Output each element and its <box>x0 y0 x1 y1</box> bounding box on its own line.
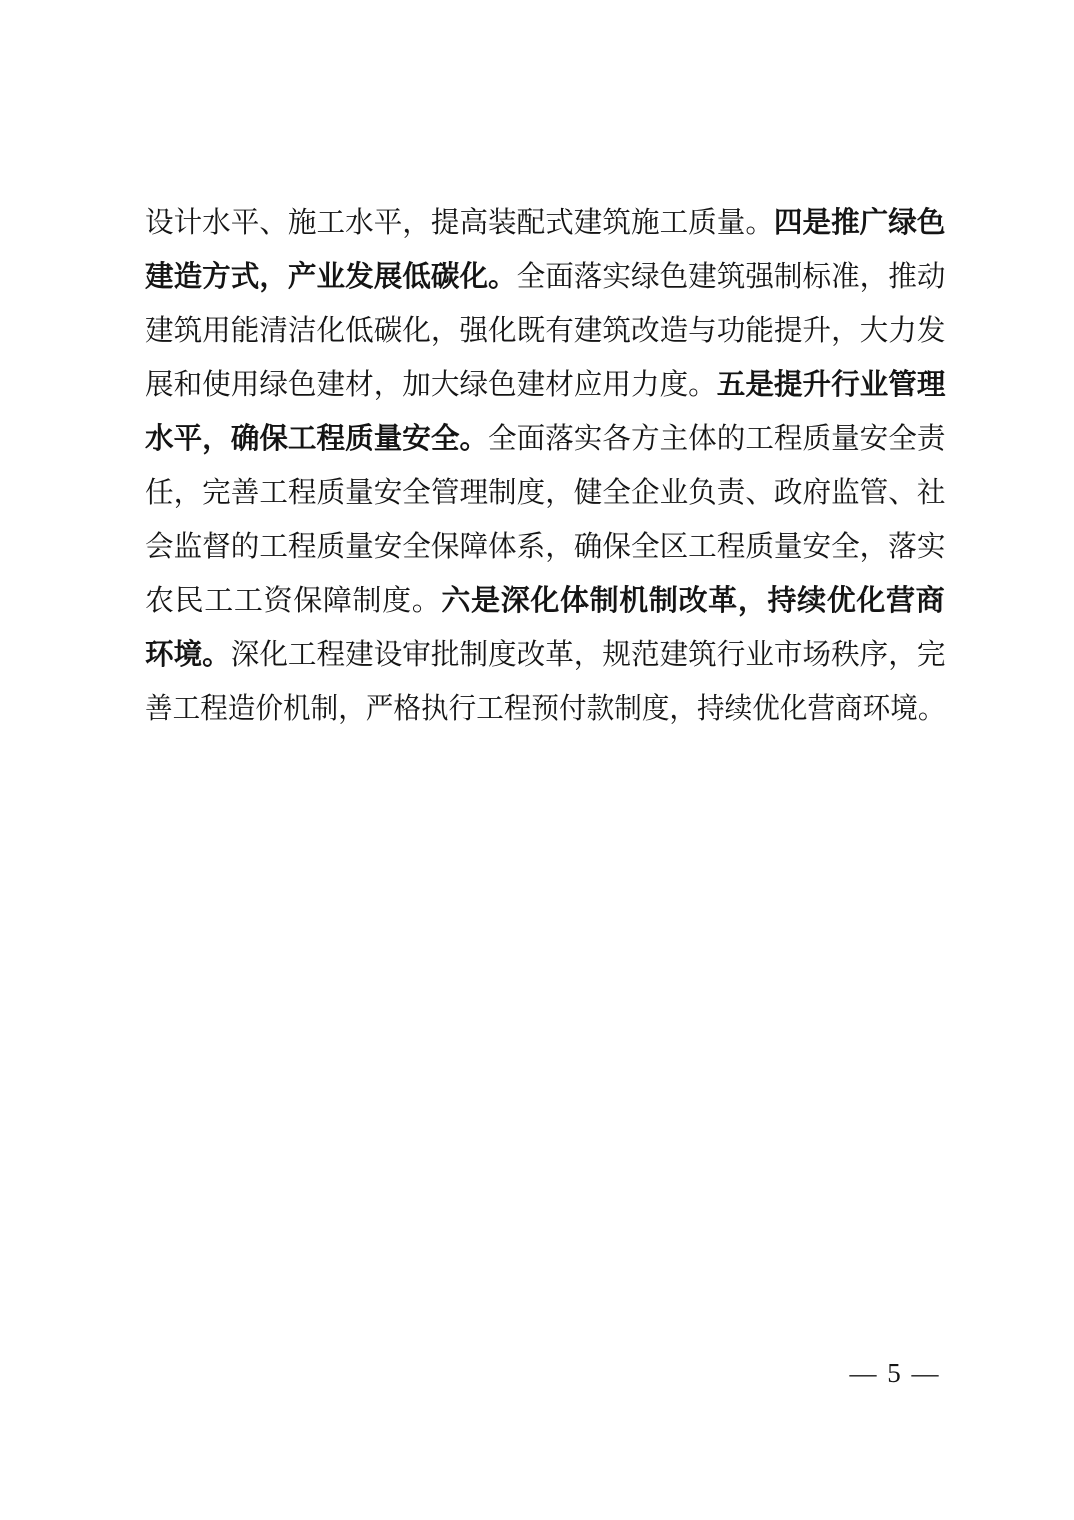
char: 工 <box>688 531 717 563</box>
char: ， <box>430 315 460 347</box>
char: 加 <box>402 369 431 401</box>
bold-char: 建 <box>145 261 174 293</box>
char: ， <box>338 693 366 725</box>
char: 各 <box>602 423 631 455</box>
char: 平 <box>230 207 260 239</box>
char: 机 <box>283 693 311 725</box>
char: 建 <box>516 369 546 401</box>
char: 款 <box>586 693 615 725</box>
char: 健 <box>573 477 603 509</box>
char: 工 <box>204 585 234 617</box>
char: 营 <box>807 693 836 725</box>
bold-char: 商 <box>915 585 945 617</box>
char: 材 <box>345 369 374 401</box>
char: 能 <box>745 315 774 347</box>
char: 的 <box>230 531 260 563</box>
text-line <box>145 304 946 358</box>
bold-char: 理 <box>916 369 946 401</box>
char: 、 <box>888 477 917 509</box>
bold-char: 机 <box>619 585 649 617</box>
bold-char: 六 <box>441 585 471 617</box>
char: 程 <box>716 531 746 563</box>
char: 管 <box>430 477 460 509</box>
char: 工 <box>233 585 263 617</box>
char: 规 <box>602 639 631 671</box>
char: 理 <box>459 477 489 509</box>
char: 落 <box>545 423 574 455</box>
char: 、 <box>259 207 288 239</box>
char: 绿 <box>459 369 489 401</box>
char: 制 <box>614 693 642 725</box>
bold-char: 优 <box>826 585 856 617</box>
char: 大 <box>859 315 889 347</box>
char: 全 <box>516 261 546 293</box>
char: 善 <box>145 693 173 725</box>
char: 色 <box>659 261 689 293</box>
bold-char: 提 <box>773 369 803 401</box>
char: 质 <box>802 423 832 455</box>
char: 质 <box>745 531 774 563</box>
bold-char: 。 <box>202 639 231 671</box>
bold-char: 五 <box>716 369 746 401</box>
char: 保 <box>430 531 460 563</box>
char: 建 <box>316 369 346 401</box>
char: 配 <box>516 207 546 239</box>
char: 量 <box>831 423 860 455</box>
char: 量 <box>345 531 374 563</box>
char: 管 <box>859 477 889 509</box>
bold-char: 平 <box>173 423 203 455</box>
body-text <box>145 196 945 736</box>
char: 建 <box>145 315 174 347</box>
char: 化 <box>316 315 346 347</box>
char: 优 <box>752 693 780 725</box>
char: 设 <box>373 639 403 671</box>
char: ， <box>573 639 603 671</box>
char: 落 <box>573 261 603 293</box>
char: 市 <box>773 639 803 671</box>
char: 准 <box>831 261 860 293</box>
char: 建 <box>573 315 603 347</box>
char: 格 <box>393 693 422 725</box>
bold-char: 低 <box>402 261 431 293</box>
char: ， <box>173 477 203 509</box>
char: 质 <box>688 207 717 239</box>
char: 计 <box>173 207 203 239</box>
char: 应 <box>573 369 603 401</box>
char: 全 <box>888 423 917 455</box>
text-line <box>145 358 946 412</box>
char: 程 <box>316 639 346 671</box>
bold-char: 安 <box>402 423 431 455</box>
char: 材 <box>545 369 574 401</box>
char: 工 <box>259 477 288 509</box>
bold-char: 产 <box>287 261 317 293</box>
char: 会 <box>145 531 174 563</box>
char: 制 <box>488 477 517 509</box>
char: 区 <box>659 531 689 563</box>
char: 全 <box>488 423 517 455</box>
bold-char: 量 <box>373 423 403 455</box>
text-line <box>145 196 946 250</box>
char: 化 <box>259 639 288 671</box>
bold-char: 续 <box>797 585 827 617</box>
char: 质 <box>316 477 346 509</box>
char: 全 <box>602 477 631 509</box>
char: 持 <box>697 693 725 725</box>
char: 提 <box>430 207 460 239</box>
char: 督 <box>202 531 231 563</box>
bold-char: 展 <box>373 261 403 293</box>
bold-char: 。 <box>459 423 489 455</box>
text-line <box>145 574 945 628</box>
text-line <box>145 628 946 682</box>
char: 绿 <box>259 369 288 401</box>
char: 工 <box>259 531 288 563</box>
char: 色 <box>488 369 517 401</box>
char: 场 <box>802 639 832 671</box>
char: 造 <box>227 693 256 725</box>
char: 化 <box>779 693 808 725</box>
char: 革 <box>545 639 574 671</box>
char: 化 <box>488 315 517 347</box>
bold-char: 。 <box>488 261 517 293</box>
bold-char: 是 <box>471 585 501 617</box>
char: 付 <box>559 693 587 725</box>
char: 低 <box>345 315 374 347</box>
char: 工 <box>172 693 201 725</box>
char: 能 <box>230 315 260 347</box>
char: 强 <box>459 315 489 347</box>
char: 既 <box>516 315 546 347</box>
char: 有 <box>545 315 574 347</box>
char: 式 <box>545 207 574 239</box>
bold-char: 程 <box>316 423 346 455</box>
bold-char: 推 <box>831 207 860 239</box>
char: 筑 <box>716 261 746 293</box>
char: 安 <box>373 477 403 509</box>
char: ， <box>545 477 574 509</box>
bold-char: 升 <box>802 369 832 401</box>
char: 。 <box>688 369 717 401</box>
char: 量 <box>345 477 374 509</box>
bold-char: 制 <box>648 585 678 617</box>
char: 、 <box>745 477 774 509</box>
char: ， <box>373 369 403 401</box>
char: ， <box>402 207 431 239</box>
char: ， <box>859 261 889 293</box>
bold-char: 发 <box>345 261 374 293</box>
char: 审 <box>402 639 431 671</box>
char: 制 <box>310 693 339 725</box>
char: 制 <box>773 261 803 293</box>
char: 度 <box>382 585 412 617</box>
char: 实 <box>602 261 631 293</box>
bold-char: 化 <box>530 585 560 617</box>
bold-char: ， <box>202 423 231 455</box>
char: 方 <box>630 423 660 455</box>
char: 程 <box>287 531 317 563</box>
char: 确 <box>573 531 603 563</box>
char: 升 <box>802 315 832 347</box>
char: 度 <box>516 477 546 509</box>
bold-char: 四 <box>773 207 803 239</box>
char: 筑 <box>688 639 717 671</box>
char: 执 <box>421 693 449 725</box>
char: 提 <box>773 315 803 347</box>
bold-char: 碳 <box>430 261 460 293</box>
char: 体 <box>488 531 517 563</box>
char: 化 <box>402 315 431 347</box>
char: 障 <box>322 585 352 617</box>
char: 度 <box>659 369 689 401</box>
char: 洁 <box>287 315 317 347</box>
char: 系 <box>516 531 546 563</box>
char: 善 <box>230 477 260 509</box>
char: 安 <box>859 423 889 455</box>
char: 程 <box>200 693 228 725</box>
bold-char: 是 <box>802 207 832 239</box>
char: 筑 <box>173 315 203 347</box>
bold-char: 绿 <box>888 207 917 239</box>
text-line <box>145 466 946 520</box>
char: 清 <box>259 315 288 347</box>
bold-char: 全 <box>430 423 460 455</box>
char: 全 <box>402 477 431 509</box>
bold-char: 保 <box>259 423 288 455</box>
bold-char: 改 <box>678 585 708 617</box>
bold-char: ， <box>737 585 767 617</box>
char: 完 <box>916 639 946 671</box>
bold-char: 体 <box>559 585 589 617</box>
char: 工 <box>316 207 346 239</box>
char: 量 <box>716 207 746 239</box>
bold-char: 管 <box>888 369 917 401</box>
char: 严 <box>365 693 394 725</box>
bold-char: 环 <box>145 639 174 671</box>
bold-char: 业 <box>316 261 346 293</box>
char: 改 <box>516 639 546 671</box>
char: 全 <box>630 531 660 563</box>
char: 水 <box>345 207 374 239</box>
char: 色 <box>287 369 317 401</box>
text-line <box>145 250 946 304</box>
char: 预 <box>531 693 560 725</box>
char: 秩 <box>831 639 860 671</box>
char: 境 <box>890 693 918 725</box>
char: 行 <box>448 693 477 725</box>
char: 度 <box>488 639 517 671</box>
char: 工 <box>659 207 689 239</box>
char: 农 <box>145 585 175 617</box>
char: 商 <box>835 693 863 725</box>
char: 用 <box>602 369 631 401</box>
text-line <box>145 412 946 466</box>
char: 任 <box>145 477 174 509</box>
char: 展 <box>145 369 174 401</box>
char: 工 <box>745 423 774 455</box>
bold-char: 行 <box>831 369 860 401</box>
char: 推 <box>888 261 917 293</box>
char: 碳 <box>373 315 403 347</box>
char: 程 <box>287 477 317 509</box>
char: 标 <box>802 261 832 293</box>
char: 政 <box>773 477 803 509</box>
char: 落 <box>888 531 917 563</box>
bold-char: 方 <box>202 261 231 293</box>
char: 动 <box>916 261 946 293</box>
char: 实 <box>916 531 946 563</box>
char: 平 <box>373 207 403 239</box>
char: 与 <box>688 315 717 347</box>
char: 用 <box>230 369 260 401</box>
bold-char: ， <box>259 261 288 293</box>
char: 资 <box>263 585 293 617</box>
char: 全 <box>402 531 431 563</box>
char: 环 <box>862 693 891 725</box>
char: 建 <box>659 639 689 671</box>
char: 序 <box>859 639 889 671</box>
bold-char: 制 <box>589 585 619 617</box>
char: 全 <box>831 531 860 563</box>
char: 保 <box>293 585 323 617</box>
char: 民 <box>174 585 204 617</box>
bold-char: 质 <box>345 423 374 455</box>
char: 行 <box>716 639 746 671</box>
char: 施 <box>287 207 317 239</box>
char: 负 <box>688 477 717 509</box>
char: 责 <box>716 477 746 509</box>
text-line <box>145 520 946 574</box>
char: 责 <box>916 423 946 455</box>
bold-char: 业 <box>859 369 889 401</box>
char: ， <box>669 693 698 725</box>
bold-char: 化 <box>459 261 489 293</box>
char: 完 <box>202 477 231 509</box>
char: 绿 <box>630 261 660 293</box>
char: 范 <box>630 639 660 671</box>
bold-char: 水 <box>145 423 174 455</box>
char: 建 <box>688 261 717 293</box>
char: ， <box>545 531 574 563</box>
char: 监 <box>831 477 860 509</box>
bold-char: 持 <box>767 585 797 617</box>
char: 续 <box>724 693 753 725</box>
char: 工 <box>287 639 317 671</box>
bold-char: 式 <box>230 261 260 293</box>
char: 面 <box>516 423 546 455</box>
bold-char: 化 <box>856 585 886 617</box>
bold-char: 境 <box>173 639 203 671</box>
char: 和 <box>173 369 203 401</box>
char: 力 <box>630 369 660 401</box>
char: 。 <box>745 207 774 239</box>
bold-char: 营 <box>886 585 916 617</box>
char: 使 <box>202 369 231 401</box>
char: 工 <box>476 693 504 725</box>
char: 建 <box>573 207 603 239</box>
char: 价 <box>255 693 284 725</box>
bold-char: 造 <box>173 261 203 293</box>
char: 建 <box>345 639 374 671</box>
page-number: — 5 — <box>849 1358 941 1388</box>
char: 安 <box>373 531 403 563</box>
char: 的 <box>716 423 746 455</box>
char: 功 <box>716 315 746 347</box>
char: 保 <box>602 531 631 563</box>
char: 用 <box>202 315 231 347</box>
bold-char: 广 <box>859 207 889 239</box>
char: 社 <box>916 477 946 509</box>
char: 监 <box>173 531 203 563</box>
char: 筑 <box>602 315 631 347</box>
char: 府 <box>802 477 832 509</box>
char: 实 <box>573 423 603 455</box>
char: 深 <box>230 639 260 671</box>
char: 程 <box>773 423 803 455</box>
bold-char: 深 <box>500 585 530 617</box>
char: 障 <box>459 531 489 563</box>
char: 强 <box>745 261 774 293</box>
char: 质 <box>316 531 346 563</box>
bold-char: 确 <box>230 423 260 455</box>
char: 批 <box>430 639 460 671</box>
char: 面 <box>545 261 574 293</box>
char: 设 <box>145 207 174 239</box>
char: 发 <box>916 315 946 347</box>
bold-char: 是 <box>745 369 774 401</box>
bold-char: 工 <box>287 423 317 455</box>
char: ， <box>888 639 917 671</box>
char: 。 <box>411 585 441 617</box>
char: 水 <box>202 207 231 239</box>
bold-char: 革 <box>708 585 738 617</box>
char: 企 <box>630 477 660 509</box>
char: 。 <box>917 693 946 725</box>
char: 体 <box>688 423 717 455</box>
page-footer <box>830 1352 960 1394</box>
char: ， <box>831 315 860 347</box>
char: ， <box>859 531 889 563</box>
char: 主 <box>659 423 689 455</box>
char: 程 <box>503 693 532 725</box>
char: 筑 <box>602 207 631 239</box>
char: 量 <box>773 531 803 563</box>
text-line <box>145 682 946 736</box>
char: 改 <box>630 315 660 347</box>
char: 安 <box>802 531 832 563</box>
char: 高 <box>459 207 489 239</box>
char: 制 <box>459 639 489 671</box>
char: 力 <box>888 315 917 347</box>
char: 度 <box>641 693 670 725</box>
char: 业 <box>745 639 774 671</box>
char: 施 <box>630 207 660 239</box>
char: 制 <box>352 585 382 617</box>
char: 装 <box>488 207 517 239</box>
char: 业 <box>659 477 689 509</box>
char: 大 <box>430 369 460 401</box>
bold-char: 色 <box>916 207 946 239</box>
char: 造 <box>659 315 689 347</box>
